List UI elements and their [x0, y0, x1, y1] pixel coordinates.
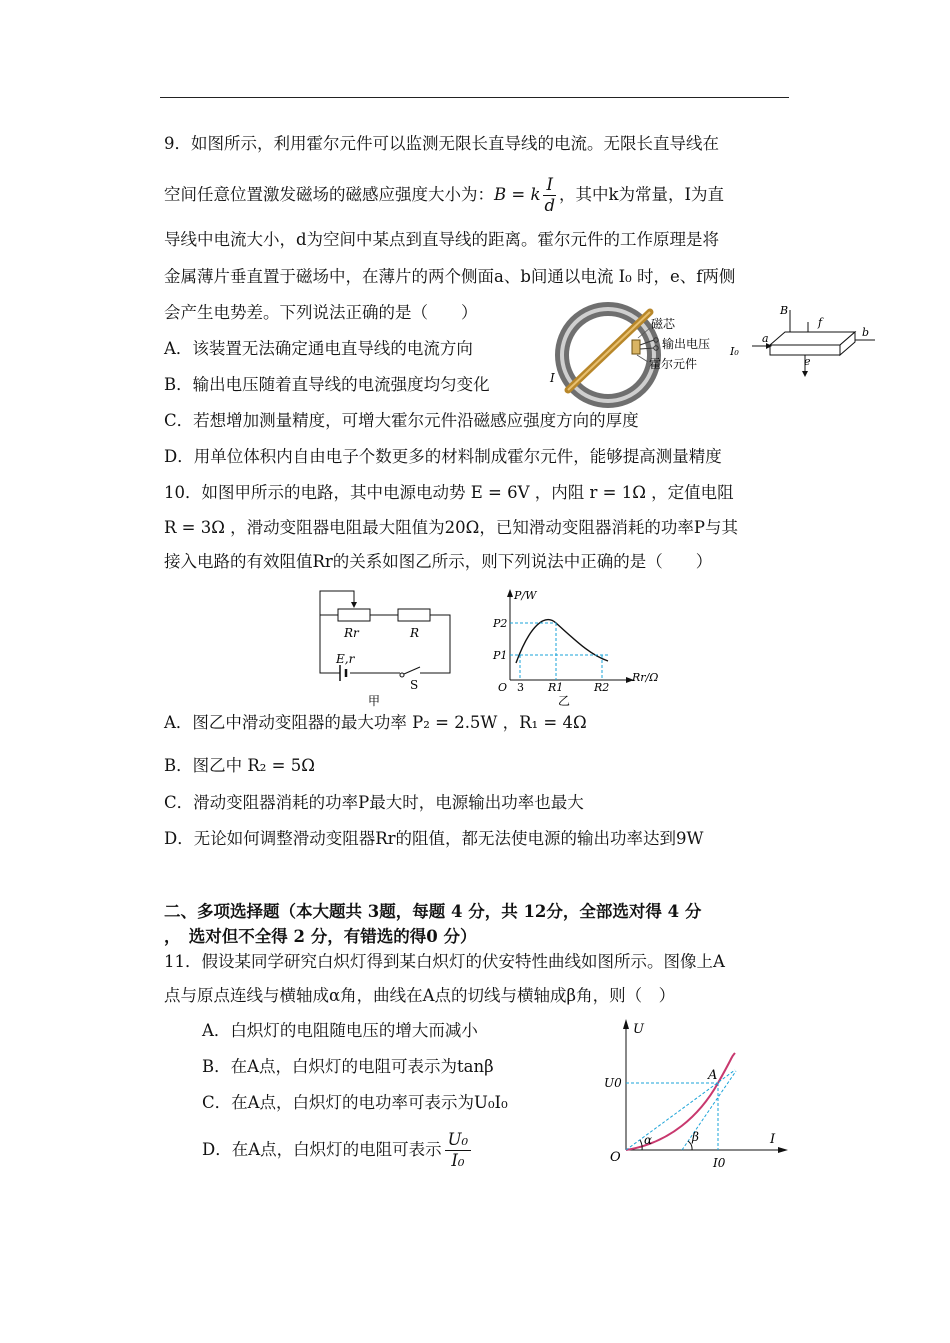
q9-stem-3: 导线中电流大小，d为空间中某点到直导线的距离。霍尔元件的工作原理是将	[164, 230, 720, 249]
resistor-r	[398, 609, 430, 621]
q11-option-c[interactable]: C．在A点，白炽灯的电功率可表示为U₀I₀	[202, 1093, 508, 1112]
section2-heading-1: 二、多项选择题（本大题共 3题，每题 4 分，共 12分，全部选对得 4 分	[164, 902, 702, 921]
q10-stem-3: 接入电路的有效阻值Rr的关系如图乙所示，则下列说法中正确的是（ ）	[164, 552, 713, 571]
section2-heading-2: ， 选对但不全得 2 分，有错选的得0 分）	[164, 927, 477, 946]
hall-plate-diagram	[729, 304, 875, 377]
svg-text:乙: 乙	[558, 694, 571, 708]
q11-option-d[interactable]: D．在A点，白炽灯的电阻可表示 $\frac{\text{U₀}}{\text{I₀}}$	[202, 1130, 474, 1171]
svg-text:b: b	[862, 326, 870, 339]
q10-stem-2: R = 3Ω ，滑动变阻器电阻最大阻值为20Ω，已知滑动变阻器消耗的功率P与其	[164, 518, 738, 537]
svg-text:a: a	[762, 332, 769, 345]
svg-text:R1: R1	[548, 681, 564, 694]
q11-iv-graph	[600, 1015, 790, 1180]
svg-text:S: S	[410, 678, 419, 692]
svg-text:B: B	[780, 304, 789, 317]
q10-circuit-diagram	[310, 585, 460, 710]
svg-text:α: α	[644, 1133, 653, 1147]
svg-text:甲: 甲	[368, 694, 381, 708]
hall-element-icon	[632, 340, 640, 354]
q10-option-b[interactable]: B．图乙中 R₂ = 5Ω	[164, 756, 315, 775]
svg-text:e: e	[804, 355, 811, 368]
q9-stem-2: 空间任意位置激发磁场的磁感应强度大小为：B = k $\frac{I}{d}$ ，其中k为常量，I为直	[164, 175, 725, 215]
svg-text:I0: I0	[713, 1156, 726, 1170]
svg-text:Rr/Ω: Rr/Ω	[632, 671, 659, 684]
svg-text:R2: R2	[594, 681, 610, 694]
svg-text:I₀: I₀	[730, 345, 739, 358]
q10-stem-1: 10．如图甲所示的电路，其中电源电动势 E = 6V ，内阻 r = 1Ω ，定值电阻	[164, 483, 734, 502]
svg-text:I: I	[770, 1132, 776, 1147]
svg-text:P2: P2	[493, 617, 508, 630]
svg-text:P1: P1	[493, 649, 508, 662]
q9-stem-1: 9．如图所示，利用霍尔元件可以监测无限长直导线的电流。无限长直导线在	[164, 134, 719, 153]
svg-text:R: R	[410, 626, 420, 640]
svg-text:f: f	[818, 316, 823, 329]
svg-text:Rr: Rr	[344, 626, 359, 640]
q9-stem-5: 会产生电势差。下列说法正确的是（ ）	[164, 303, 478, 322]
q11-stem-1: 11．假设某同学研究白炽灯得到某白炽灯的伏安特性曲线如图所示。图像上A	[164, 952, 725, 971]
iv-curve	[626, 1053, 735, 1150]
q11-stem-2: 点与原点连线与横轴成α角，曲线在A点的切线与横轴成β角，则（ ）	[164, 986, 676, 1005]
svg-text:A: A	[708, 1068, 718, 1083]
rheostat-rr	[338, 609, 370, 621]
q9-option-b[interactable]: B．输出电压随着直导线的电流强度均匀变化	[164, 375, 490, 394]
q11-optd-fraction: $\frac{\text{U₀}}{\text{I₀}}$	[445, 1130, 472, 1171]
q10-option-c[interactable]: C．滑动变阻器消耗的功率P最大时，电源输出功率也最大	[164, 793, 584, 812]
output-voltage-label: 输出电压	[662, 337, 711, 351]
q9-hall-figure	[550, 300, 890, 410]
svg-text:U0: U0	[604, 1076, 622, 1090]
svg-text:O: O	[610, 1150, 621, 1165]
power-curve	[516, 620, 608, 663]
wire-current-label: I	[550, 371, 555, 385]
hall-element-label: 霍尔元件	[649, 357, 698, 371]
svg-text:O: O	[498, 681, 508, 694]
core-label: 磁芯	[651, 317, 676, 331]
q10-power-graph	[490, 585, 670, 710]
q11-option-a[interactable]: A．白炽灯的电阻随电压的增大而减小	[202, 1021, 478, 1040]
svg-text:U: U	[633, 1022, 644, 1037]
q9-option-a[interactable]: A．该装置无法确定通电直导线的电流方向	[164, 339, 473, 358]
q10-option-d[interactable]: D．无论如何调整滑动变阻器Rr的阻值，都无法使电源的输出功率达到9W	[164, 829, 704, 848]
q9-formula-fraction: $\frac{I}{d}$	[544, 175, 555, 215]
q9-option-d[interactable]: D．用单位体积内自由电子个数更多的材料制成霍尔元件，能够提高测量精度	[164, 447, 722, 466]
svg-text:P/W: P/W	[514, 589, 537, 602]
q9-option-c[interactable]: C．若想增加测量精度，可增大霍尔元件沿磁感应强度方向的厚度	[164, 411, 639, 430]
q9-stem-4: 金属薄片垂直置于磁场中，在薄片的两个侧面a、b间通以电流 I₀ 时，e、f两侧	[164, 267, 736, 286]
svg-text:3: 3	[517, 681, 524, 694]
q10-option-a[interactable]: A．图乙中滑动变阻器的最大功率 P₂ = 2.5W ，R₁ = 4Ω	[164, 713, 587, 732]
switch-s	[400, 673, 404, 677]
svg-text:β: β	[692, 1130, 699, 1144]
header-rule	[160, 97, 789, 98]
q11-option-b[interactable]: B．在A点，白炽灯的电阻可表示为tanβ	[202, 1057, 494, 1076]
svg-text:E,r: E,r	[336, 652, 355, 666]
